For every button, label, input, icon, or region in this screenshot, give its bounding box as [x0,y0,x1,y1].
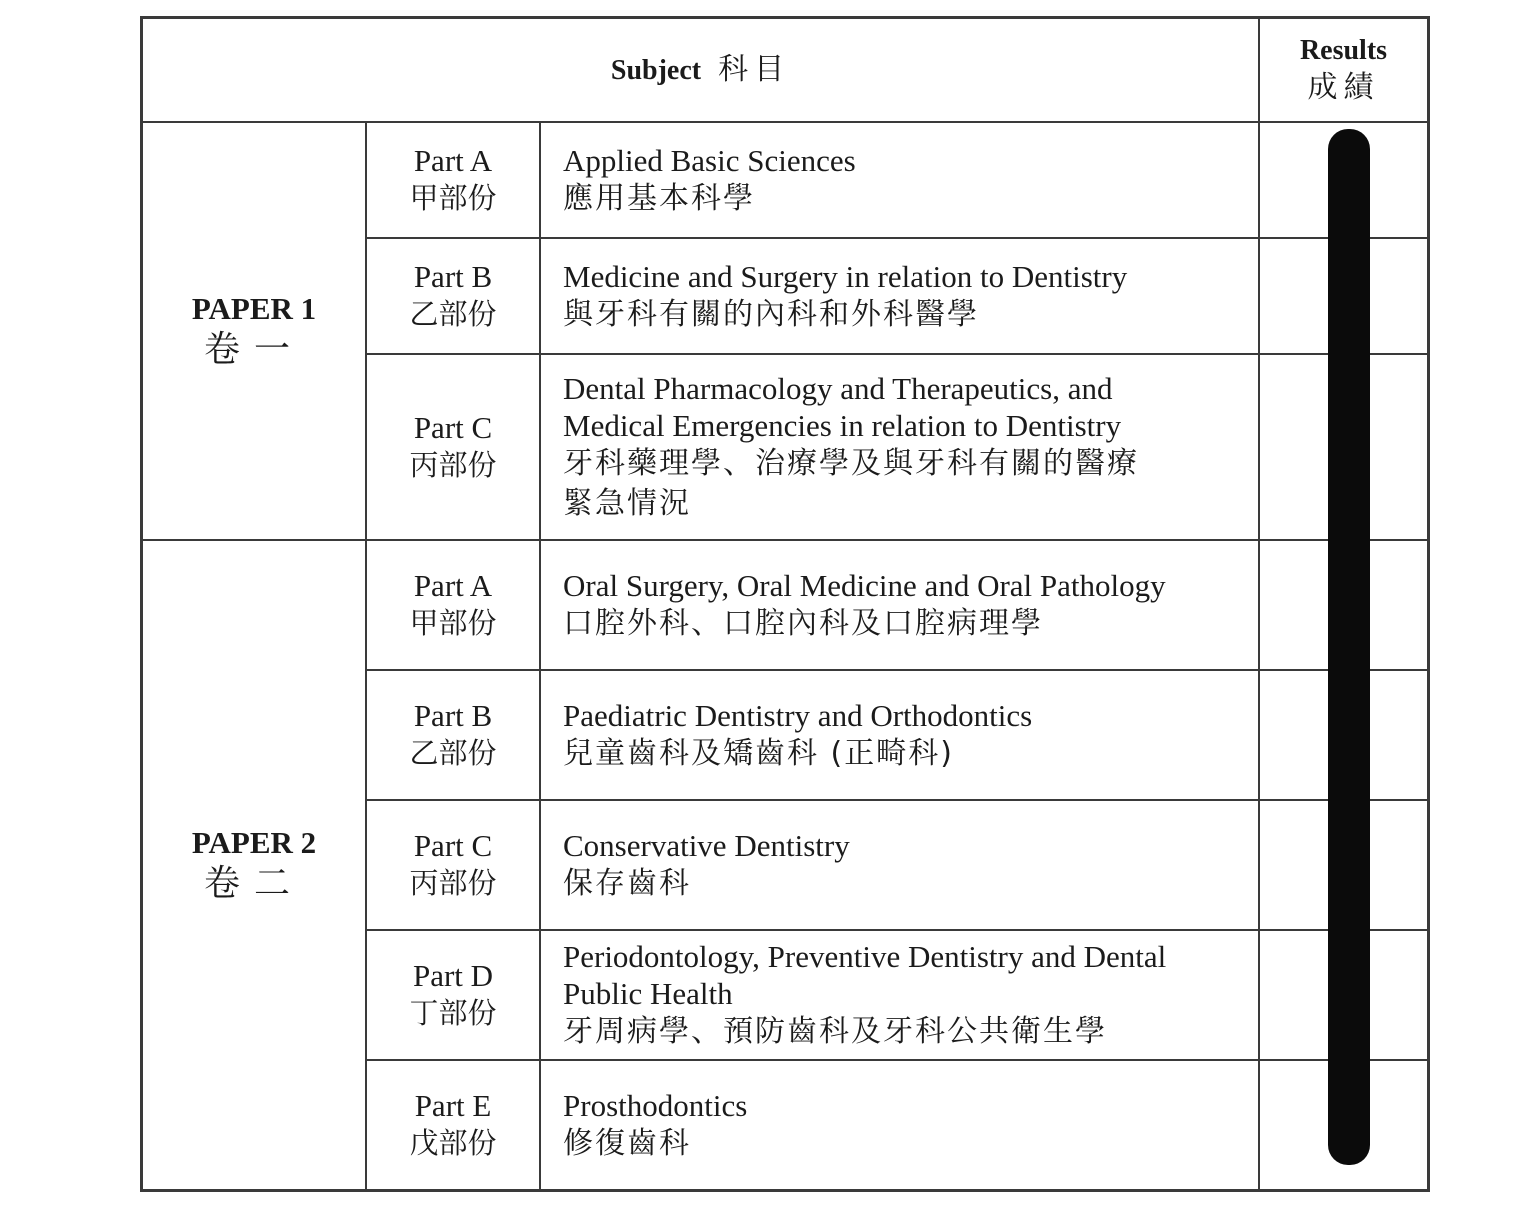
paper-2-label-en: PAPER 2 [191,825,317,860]
subject-en-line-2: Public Health [563,976,733,1011]
p1-part-c-label [367,355,541,541]
part-label-zh: 乙部份 [409,297,497,331]
paper-1-label-zh: 卷一 [203,329,304,370]
p1-part-a-label [367,123,541,239]
part-label-zh: 乙部份 [409,736,497,770]
part-label-en: Part A [413,568,493,603]
subject-zh-line-2: 緊急情況 [563,486,691,521]
subject-en-line-1: Periodontology, Preventive Dentistry and Dental [563,939,1167,974]
subject-zh: 與牙科有關的內科和外科醫學 [563,296,979,332]
paper-1-label [143,123,367,541]
part-label-zh: 甲部份 [409,606,497,640]
part-label-en: Part B [413,698,493,733]
part-label-en: Part C [413,410,493,445]
subject-zh: 牙周病學、預防齒科及牙科公共衛生學 [563,1014,1107,1049]
subject-zh: 口腔外科、口腔內科及口腔病理學 [563,605,1043,641]
p2-part-d-subject [541,931,1260,1061]
subject-zh: 修復齒科 [563,1125,691,1161]
p2-part-c-subject [541,801,1260,931]
part-label-zh: 甲部份 [409,181,497,215]
results-header-en: Results [1299,35,1388,66]
subject-header-text [611,52,790,89]
subject-en: Paediatric Dentistry and Orthodontics [563,697,1033,733]
subject-en: Oral Surgery, Oral Medicine and Oral Pathology [563,567,1166,603]
subject-en-line-2: Medical Emergencies in relation to Dentistry [563,408,1122,443]
p1-part-c-subject [541,355,1260,541]
results-table [140,16,1430,1192]
redaction-marker [1328,129,1370,1165]
subject-zh: 保存齒科 [563,865,691,901]
paper-1-label-en: PAPER 1 [191,291,317,326]
paper-2-label [143,541,367,1189]
subject-zh: 兒童齒科及矯齒科 (正畸科) [563,735,954,771]
results-header [1260,19,1427,123]
p2-part-a-label [367,541,541,671]
subject-en: Medicine and Surgery in relation to Dentistry [563,258,1128,294]
part-label-en: Part B [413,259,493,294]
results-header-zh: 成績 [1307,70,1380,105]
p2-part-e-subject [541,1061,1260,1189]
subject-header-zh: 科目 [718,51,791,87]
subject-en: Prosthodontics [563,1087,748,1123]
subject-en-line-1: Dental Pharmacology and Therapeutics, and [563,371,1113,406]
part-label-zh: 丙部份 [409,866,497,900]
subject-en: Conservative Dentistry [563,827,850,863]
p2-part-c-label [367,801,541,931]
paper-2-label-zh: 卷二 [203,863,304,904]
p1-part-b-subject [541,239,1260,355]
subject-zh-line-1: 牙科藥理學、治療學及與牙科有關的醫療 [563,446,1139,481]
part-label-en: Part A [413,143,493,178]
subject-header-en: Subject [610,54,702,86]
p2-part-b-label [367,671,541,801]
subject-header [143,19,1260,123]
part-label-zh: 丁部份 [409,996,497,1030]
part-label-zh: 丙部份 [409,448,497,482]
subject-en: Applied Basic Sciences [563,142,856,178]
part-label-zh: 戊部份 [409,1126,497,1160]
p2-part-b-subject [541,671,1260,801]
p1-part-a-subject [541,123,1260,239]
part-label-en: Part D [412,958,494,993]
p2-part-e-label [367,1061,541,1189]
part-label-en: Part C [413,828,493,863]
subject-zh: 應用基本科學 [563,180,755,216]
p2-part-a-subject [541,541,1260,671]
part-label-en: Part E [414,1088,492,1123]
p2-part-d-label [367,931,541,1061]
p1-part-b-label [367,239,541,355]
